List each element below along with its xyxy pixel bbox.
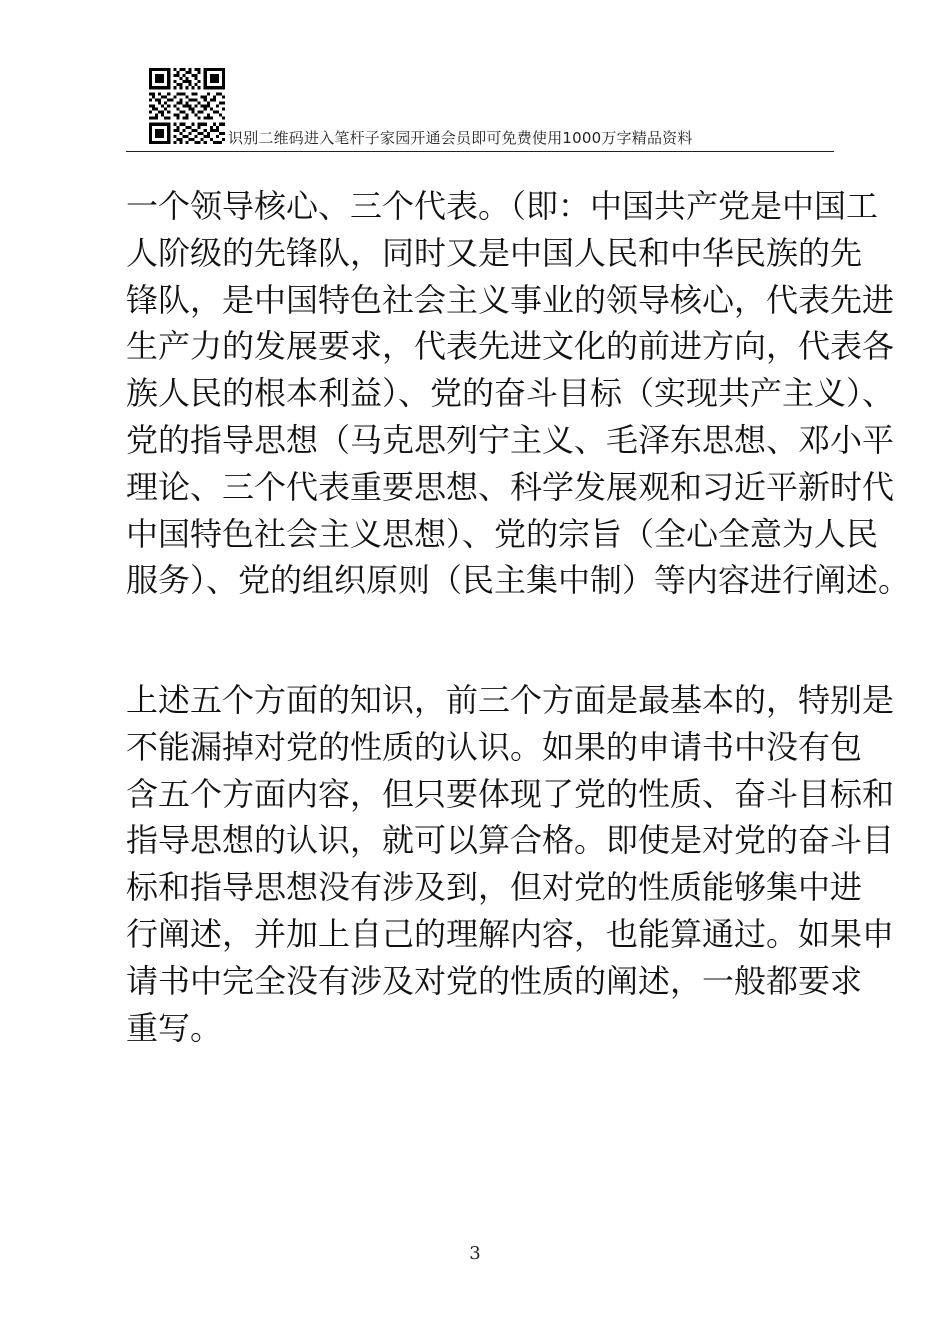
paragraph-line: 中国特色社会主义思想）、党的宗旨（全心全意为人民 [126, 514, 879, 553]
paragraph-line: 标和指导思想没有涉及到，但对党的性质能够集中进 [126, 868, 863, 907]
paragraph-line: 一个领导核心、三个代表。（即：中国共产党是中国工 [126, 187, 879, 225]
paragraph-line: 含五个方面内容，但只要体现了党的性质、奋斗目标和 [126, 774, 895, 813]
paragraph-line: 指导思想的认识，就可以算合格。即使是对党的奋斗目 [126, 821, 895, 860]
header-divider [126, 151, 834, 152]
paragraph-line: 生产力的发展要求，代表先进文化的前进方向，代表各 [126, 327, 895, 366]
paragraph-line: 行阐述，并加上自己的理解内容，也能算通过。如果申 [126, 914, 895, 953]
paragraph-line: 人阶级的先锋队，同时又是中国人民和中华民族的先 [126, 233, 863, 272]
body-paragraph-2 [126, 677, 895, 1051]
paragraph-line: 重写。 [126, 1008, 223, 1047]
paragraph-line: 族人民的根本利益）、党的奋斗目标（实现共产主义）、 [126, 374, 895, 413]
page-number: 3 [469, 1243, 481, 1264]
paragraph-line: 理论、三个代表重要思想、科学发展观和习近平新时代 [126, 467, 895, 506]
paragraph-line: 锋队，是中国特色社会主义事业的领导核心，代表先进 [126, 280, 895, 319]
paragraph-line: 党的指导思想（马克思列宁主义、毛泽东思想、邓小平 [126, 420, 895, 459]
paragraph-line: 请书中完全没有涉及对党的性质的阐述，一般都要求 [126, 961, 863, 1000]
page-header [126, 68, 834, 154]
header-promo-text: 识别二维码进入笔杆子家园开通会员即可免费使用1000万字精品资料 [228, 129, 693, 147]
paragraph-line: 服务）、党的组织原则（民主集中制）等内容进行阐述。 [126, 561, 911, 600]
body-paragraph-1 [126, 183, 911, 604]
qr-code-icon[interactable] [149, 68, 225, 144]
paragraph-line: 上述五个方面的知识，前三个方面是最基本的，特别是 [126, 681, 895, 719]
paragraph-line: 不能漏掉对党的性质的认识。如果的申请书中没有包 [126, 727, 863, 766]
